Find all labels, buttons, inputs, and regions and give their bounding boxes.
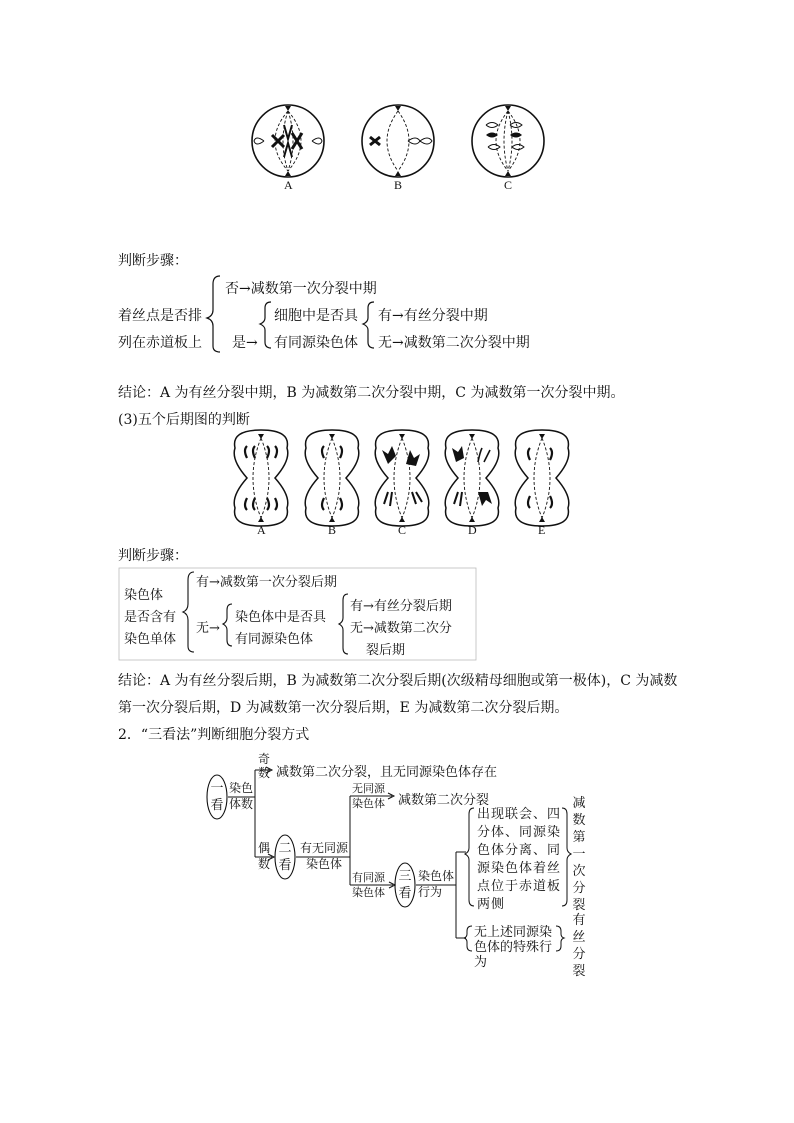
- conclusion-2-line2: 第一次分裂后期，D 为减数第一次分裂后期，E 为减数第二次分裂后期。: [118, 700, 569, 716]
- step2-root-line2: 是否含有: [124, 610, 177, 625]
- meiosis1-result: 减数第一次分裂: [572, 796, 586, 913]
- step1-heading: 判断步骤：: [118, 253, 188, 269]
- fig2-label-d: D: [468, 523, 477, 537]
- section3-title: (3)五个后期图的判断: [118, 412, 250, 428]
- step2-no-label: 无→: [196, 621, 220, 636]
- step2-none-line2: 裂后期: [366, 643, 406, 658]
- has-homologous-label: 有同源染色体: [352, 871, 385, 899]
- has-homologous-question: 有无同源染色体: [299, 841, 348, 871]
- step1-has-branch: 有→有丝分裂中期: [378, 308, 488, 324]
- step2-root-line1: 染色体: [124, 588, 164, 603]
- fig2-label-e: E: [538, 523, 546, 537]
- no-special-behavior: 无上述同源染色体的特殊行为: [474, 925, 553, 970]
- odd-label: 奇数: [258, 752, 271, 780]
- odd-result: 减数第二次分裂，且无同源染色体存在: [276, 765, 498, 780]
- look2-label: 二看: [278, 841, 292, 873]
- step2-question-line2: 有同源染色体: [235, 632, 314, 647]
- fig2-label-a: A: [257, 523, 266, 537]
- step2-has-branch: 有→减数第一次分裂后期: [196, 575, 337, 590]
- step1-question-line2: 有同源染色体: [274, 335, 358, 351]
- conclusion-2-line1: 结论：A 为有丝分裂后期，B 为减数第二次分裂后期(次级精母细胞或第一极体)，C 为减数: [118, 673, 678, 689]
- special-behaviors: 出现联会、四分体、同源染色体分离、同源染色体着丝点位于赤道板两侧: [477, 807, 562, 912]
- step1-no-branch: 否→减数第一次分裂中期: [225, 281, 377, 297]
- fig1-label-c: C: [504, 178, 513, 192]
- fig2-label-c: C: [398, 523, 407, 537]
- fig2-label-b: B: [328, 523, 337, 537]
- even-label: 偶数: [258, 841, 271, 871]
- step2-question-line1: 染色体中是否具: [235, 610, 327, 625]
- conclusion-1: 结论：A 为有丝分裂中期，B 为减数第二次分裂中期，C 为减数第一次分裂中期。: [118, 385, 625, 401]
- step2-none-line1: 无→减数第二次分: [350, 621, 452, 636]
- chrom-count-label: 染色体数: [229, 781, 254, 811]
- step1-root-line1: 着丝点是否排: [118, 308, 202, 324]
- look1-label: 一看: [210, 781, 224, 813]
- step1-none-branch: 无→减数第二次分裂中期: [378, 335, 530, 351]
- mitosis-result: 有丝分裂: [572, 913, 586, 979]
- no-homologous-result: 减数第二次分裂: [398, 793, 490, 808]
- chrom-behavior-label: 染色体行为: [418, 869, 455, 899]
- step1-root-line2: 列在赤道板上: [118, 335, 202, 351]
- fig1-label-a: A: [284, 178, 293, 192]
- no-homologous-label: 无同源染色体: [352, 782, 385, 810]
- look3-label: 三看: [398, 869, 412, 901]
- step1-question-line1: 细胞中是否具: [274, 308, 358, 324]
- step1-yes-label: 是→: [232, 335, 258, 351]
- step2-has: 有→有丝分裂后期: [350, 599, 452, 614]
- fig1-label-b: B: [394, 178, 403, 192]
- section2-title: 2．“三看法”判断细胞分裂方式: [118, 727, 310, 743]
- step2-heading: 判断步骤：: [118, 548, 188, 564]
- step2-root-line3: 染色单体: [124, 632, 177, 647]
